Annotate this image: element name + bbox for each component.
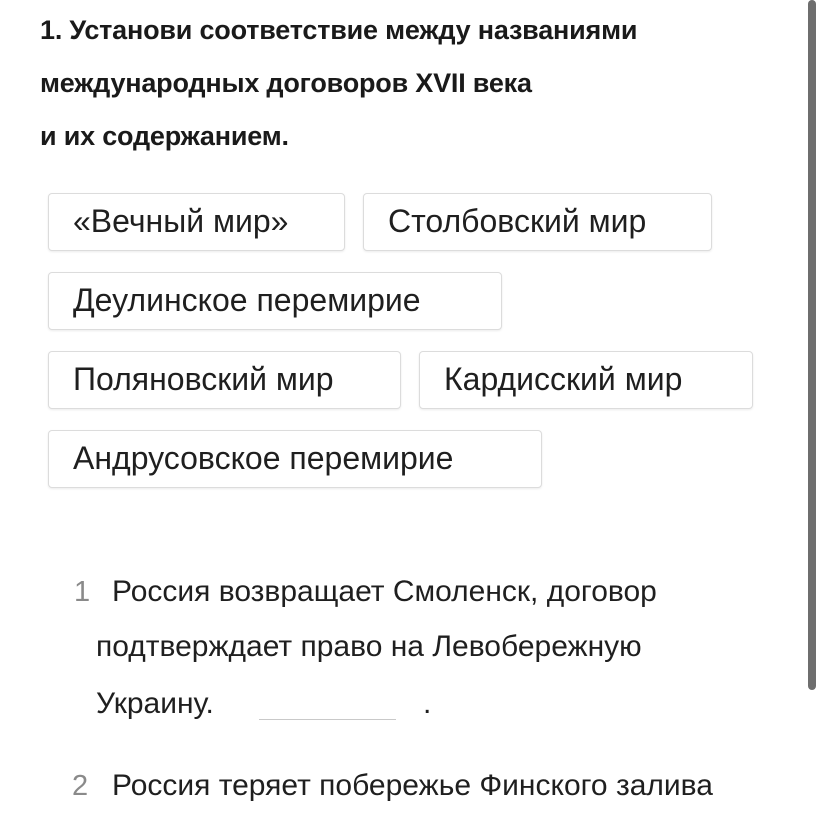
item-number: 1 — [74, 576, 91, 608]
scrollbar-thumb[interactable] — [808, 0, 816, 690]
item-text-line: Россия теряет побережье Финского залива — [112, 769, 713, 802]
option-chip-andrusovskoe-peremirie[interactable]: Андрусовское перемирие — [48, 430, 542, 488]
option-chip-polyanovsky-mir[interactable]: Поляновский мир — [48, 351, 401, 409]
question-title-line: и их содержанием. — [40, 121, 289, 151]
option-chip-kardissky-mir[interactable]: Кардисский мир — [419, 351, 753, 409]
item-text-line: Россия возвращает Смоленск, договор — [112, 575, 657, 608]
option-chip-stolbovsky-mir[interactable]: Столбовский мир — [363, 193, 712, 251]
item-text-line: подтверждает право на Левобережную — [96, 630, 642, 663]
item-text-line: Украину. — [96, 687, 214, 720]
answer-drop-slot[interactable] — [259, 699, 396, 720]
option-chip-vechny-mir[interactable]: «Вечный мир» — [48, 193, 345, 251]
option-chip-deulinskoe-peremirie[interactable]: Деулинское перемирие — [48, 272, 502, 330]
question-title-line: 1. Установи соответствие между названиями — [40, 15, 638, 45]
item-number: 2 — [72, 770, 89, 802]
item-punctuation: . — [423, 687, 432, 720]
question-title-line: международных договоров XVII века — [40, 68, 532, 98]
